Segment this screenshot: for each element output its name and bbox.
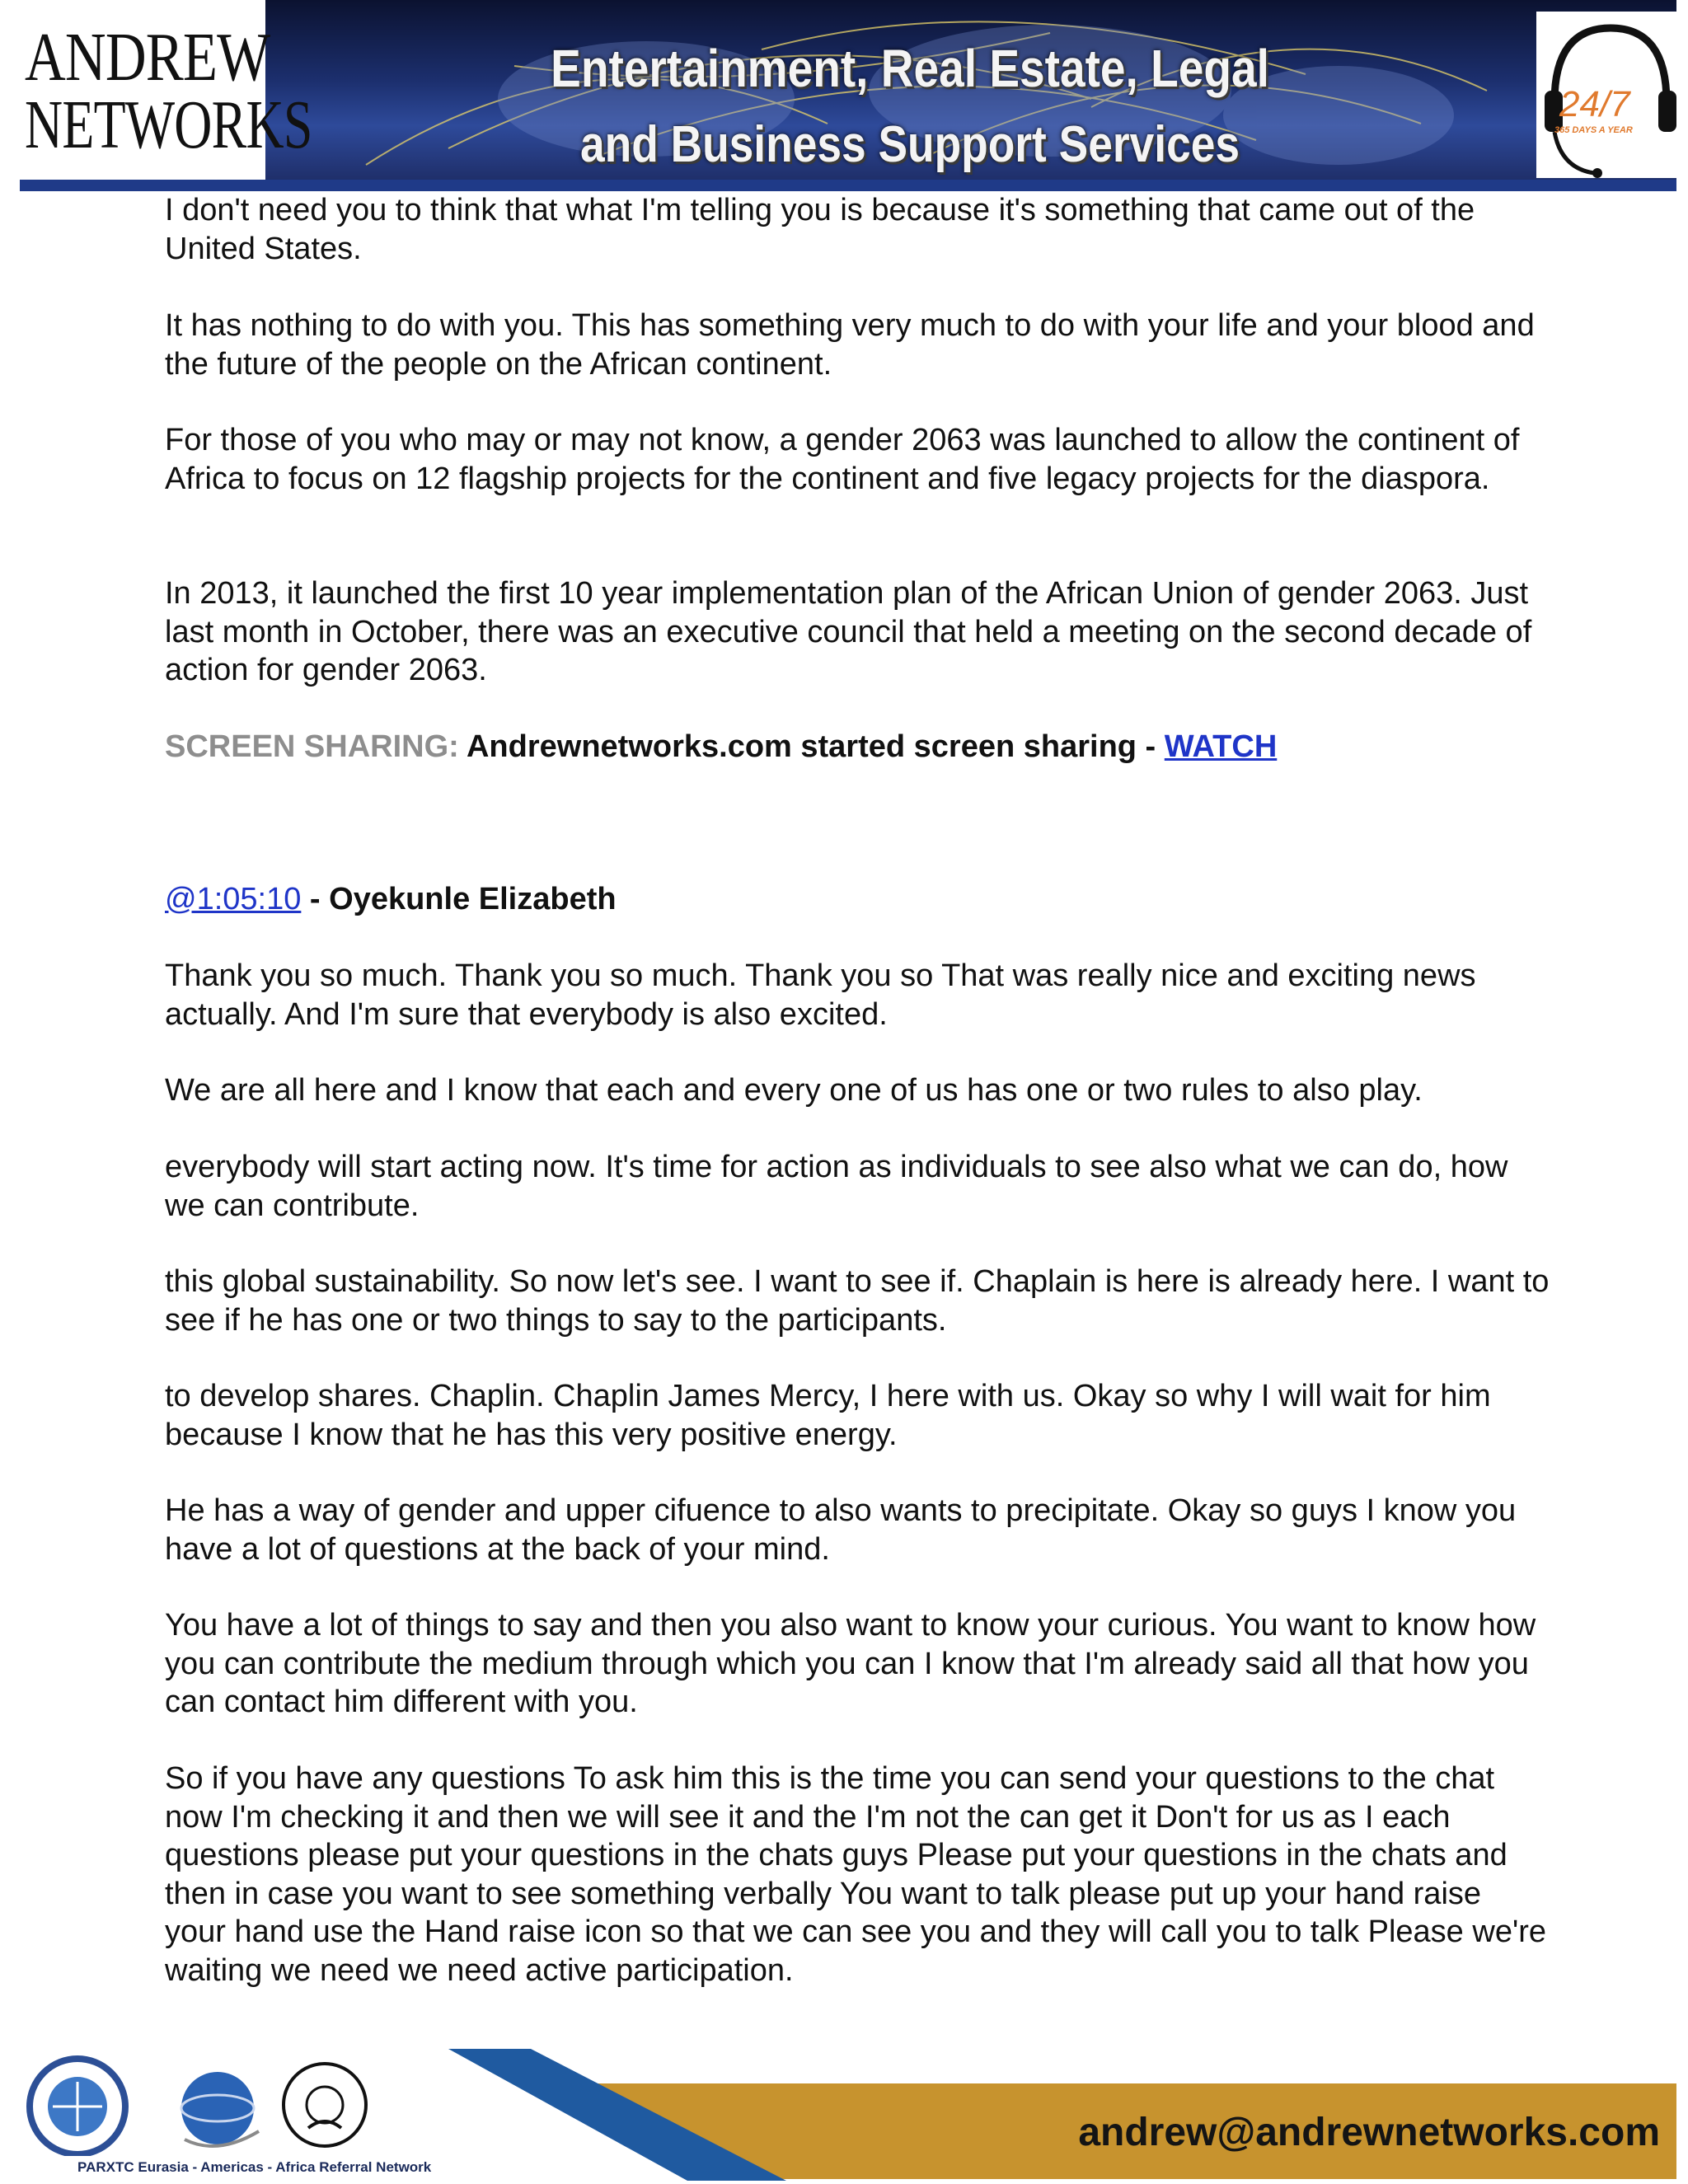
paragraph: this global sustainability. So now let's see. I want to see if. Chaplain is here is already here. I want to see if he has one or two things to say to the participants. [165,1264,1550,1338]
speaker-entry [165,880,1550,919]
paragraph: Thank you so much. Thank you so much. Thank you so That was really nice and exciting news actually. And I'm sure that everybody is also excited. [165,958,1476,1032]
header-stripe [20,180,1676,191]
paragraph: We are all here and I know that each and every one of us has one or two rules to also play. [165,1073,1423,1108]
eurasia-enterprises-seal-icon [30,2059,125,2154]
support-247-badge [1536,12,1676,178]
andrew-networks-logo [20,0,312,185]
andrewnetworks-circle-logo-icon [284,2064,366,2146]
banner-title-line1: Entertainment, Real Estate, Legal [551,39,1269,98]
logo-line1: ANDREW [25,19,270,96]
timestamp-separator: - [301,882,330,916]
referral-network-caption: PARXTC Eurasia - Americas - Africa Referral Network [77,2159,432,2175]
partner-logos [12,2049,448,2156]
logo-line2: NETWORKS [25,87,312,163]
page-header [20,0,1676,191]
speaker-name: Oyekunle Elizabeth [329,882,617,916]
footer-logo-strip [12,2049,448,2181]
paragraph: I don't need you to think that what I'm telling you is because it's something that came out of the United States. [165,193,1475,266]
paragraph: everybody will start acting now. It's time for action as individuals to see also what we can do, how we can contribute. [165,1150,1508,1223]
timestamp-link[interactable]: @1:05:10 [165,882,302,916]
contact-email[interactable]: andrew@andrewnetworks.com [1078,2111,1660,2154]
screen-sharing-label: SCREEN SHARING: [165,729,459,764]
badge-365-days: 365 DAYS A YEAR [1554,125,1633,135]
paragraph: He has a way of gender and upper cifuence to also wants to precipitate. Okay so guys I know you have a lot of questions at the back of your mind. [165,1493,1517,1567]
watch-link[interactable]: WATCH [1164,729,1278,764]
badge-24-7: 24/7 [1559,84,1630,124]
paragraph: So if you have any questions To ask him this is the time you can send your questions to the chat now I'm checking it and then we will see it and the I'm not the can get it Don't for us as I each questions please put your questions in the chats guys Please put your questions in the chats and then in case you want to see something verbally You want to talk please put up your hand raise your hand use the Hand raise icon so that we can see you and they will call you to talk Please we're waiting we need we need active participation. [165,1761,1546,1988]
screen-sharing-text: Andrewnetworks.com started screen sharing - [466,729,1156,764]
banner-title-line2: and Business Support Services [579,116,1240,173]
screen-sharing-line [165,728,1550,766]
paragraph: For those of you who may or may not know, a gender 2063 was launched to allow the continent of Africa to focus on 12 flagship projects for the continent and five legacy projects for the diaspora. [165,423,1520,496]
paragraph: It has nothing to do with you. This has something very much to do with your life and your blood and the future of the people on the African continent. [165,308,1535,382]
paragraph: You have a lot of things to say and then you also want to know your curious. You want to know how you can contribute the medium through which you can I know that I'm already said all that how you can contact him different with you. [165,1608,1536,1719]
paragraph: to develop shares. Chaplin. Chaplin James Mercy, I here with us. Okay so why I will wait for him because I know that he has this very positive energy. [165,1379,1491,1452]
paragraph: In 2013, it launched the first 10 year implementation plan of the African Union of gender 2063. Just last month in October, there was an executive council that held a meeting on the second decade of action for gender 2063. [165,576,1532,687]
page-footer [12,2049,1676,2181]
parxtc-globe-icon [181,2072,259,2146]
